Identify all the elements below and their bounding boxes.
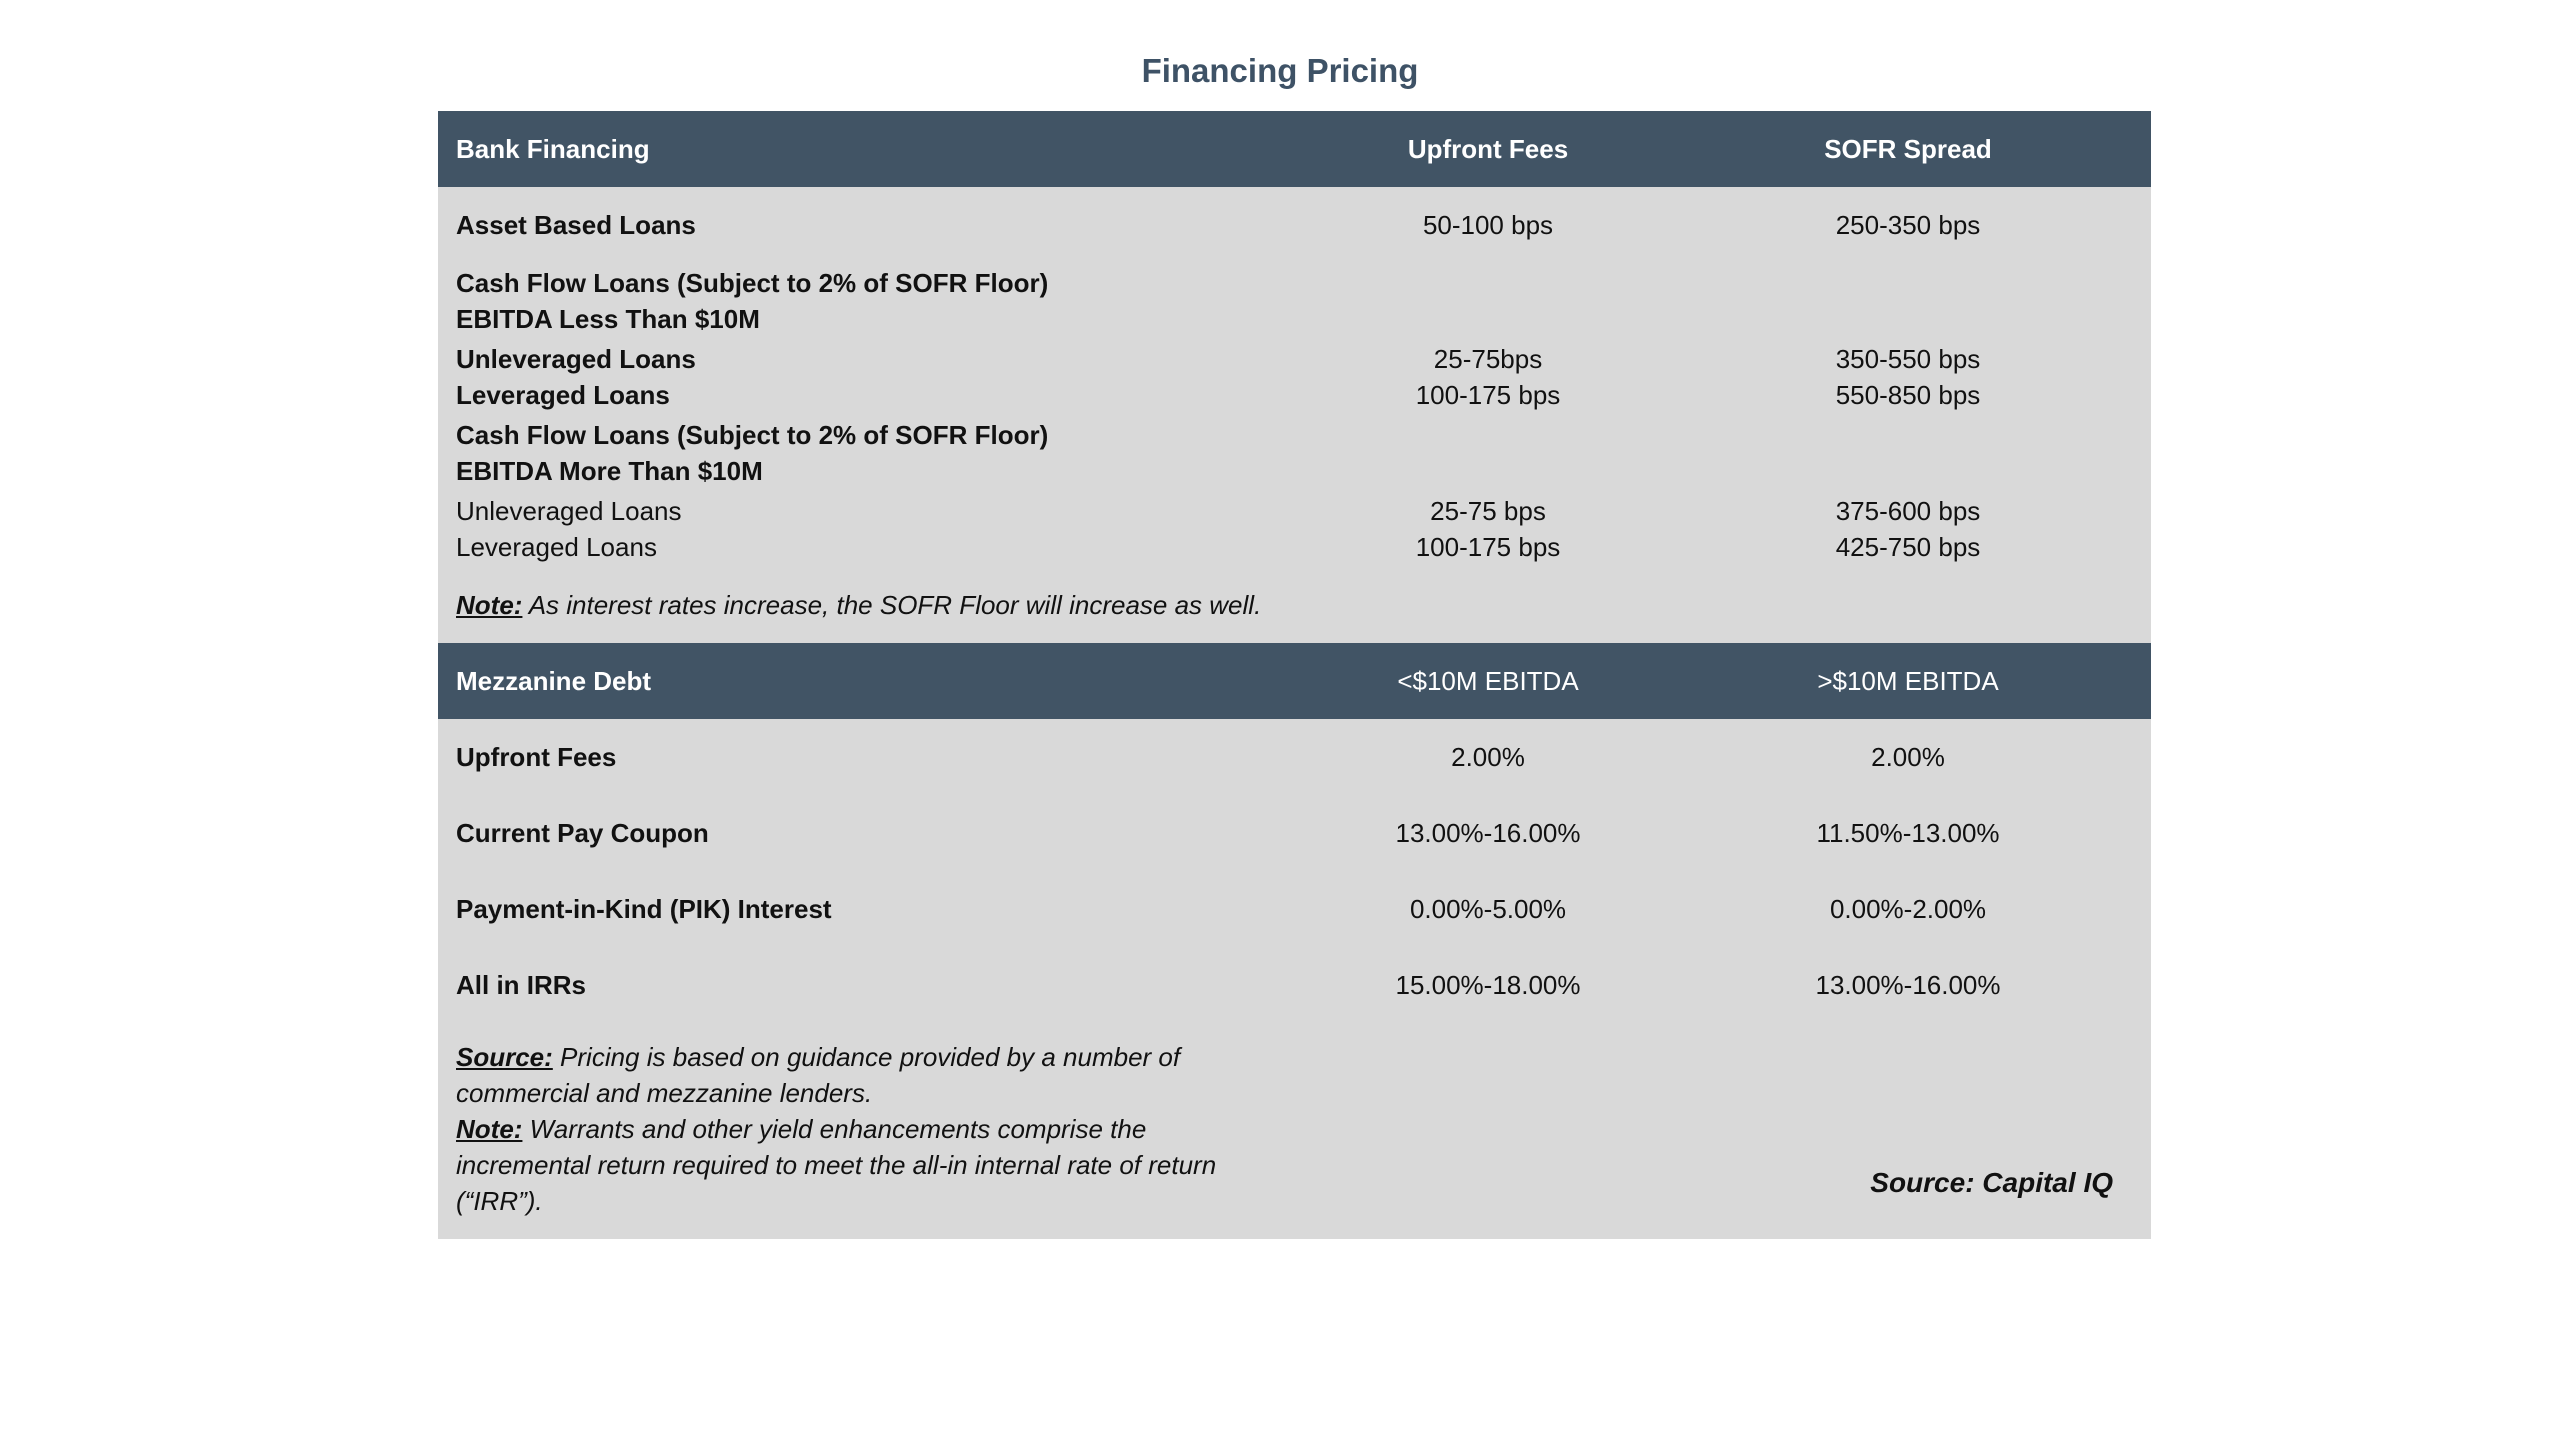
row-label: Payment-in-Kind (PIK) Interest	[456, 894, 832, 924]
mezzanine-debt-header	[438, 643, 2151, 719]
header-over-10m-ebitda: >$10M EBITDA	[1817, 666, 1999, 696]
footer-notes	[456, 1039, 1276, 1219]
row-label	[456, 415, 1456, 491]
table-row	[438, 795, 2151, 871]
row-spread-line: 375-600 bps	[1835, 496, 1981, 526]
row-label: Current Pay Coupon	[456, 818, 709, 848]
row-value-under: 13.00%-16.00%	[1395, 818, 1581, 848]
row-label-line: Unleveraged Loans	[456, 344, 696, 374]
row-spread: 250-350 bps	[1835, 210, 1981, 240]
row-label-line: Leveraged Loans	[456, 532, 657, 562]
note-label: Note:	[456, 590, 523, 620]
row-label-line: EBITDA More Than $10M	[456, 456, 763, 486]
row-fees-line: 100-175 bps	[1415, 532, 1561, 562]
row-label: All in IRRs	[456, 970, 587, 1000]
row-fees: 50-100 bps	[1422, 210, 1554, 240]
note-label: Note:	[456, 1114, 523, 1144]
row-value-over: 11.50%-13.00%	[1816, 818, 2000, 848]
row-label: Upfront Fees	[456, 742, 617, 772]
financing-pricing-table	[438, 111, 2151, 1239]
row-spread	[1678, 491, 2138, 567]
table-row	[438, 947, 2151, 1023]
header-mezzanine-debt: Mezzanine Debt	[456, 666, 652, 696]
row-value-over: 13.00%-16.00%	[1815, 970, 2001, 1000]
row-label	[456, 263, 1456, 339]
row-label-line: Cash Flow Loans (Subject to 2% of SOFR Floor)	[456, 420, 1049, 450]
table-row	[438, 415, 2151, 491]
row-value-over: 2.00%	[1871, 742, 1945, 772]
table-row	[438, 871, 2151, 947]
row-label: Asset Based Loans	[456, 210, 696, 240]
source-text: Pricing is based on guidance provided by a number of commercial and mezzanine lenders.	[456, 1042, 1181, 1108]
table-row	[438, 187, 2151, 263]
table-row	[438, 339, 2151, 415]
row-value-under: 15.00%-18.00%	[1395, 970, 1581, 1000]
sofr-note	[456, 567, 1456, 643]
row-fees-line: 25-75bps	[1433, 344, 1543, 374]
row-spread	[1678, 339, 2138, 415]
source-capital-iq: Source: Capital IQ	[1870, 1167, 2113, 1198]
row-fees	[1258, 339, 1718, 415]
row-fees-line: 100-175 bps	[1415, 380, 1561, 410]
row-fees-line: 25-75 bps	[1430, 496, 1546, 526]
table-row	[438, 719, 2151, 795]
header-bank-financing: Bank Financing	[456, 134, 650, 164]
row-label-line: EBITDA Less Than $10M	[456, 304, 760, 334]
table-footer	[438, 1023, 2151, 1239]
row-spread-line: 350-550 bps	[1835, 344, 1981, 374]
header-sofr-spread: SOFR Spread	[1824, 134, 1992, 164]
row-value-under: 0.00%-5.00%	[1409, 894, 1567, 924]
row-spread-line: 550-850 bps	[1835, 380, 1981, 410]
header-upfront-fees: Upfront Fees	[1407, 134, 1569, 164]
row-label-line: Leveraged Loans	[456, 380, 670, 410]
table-row	[438, 491, 2151, 567]
row-label-line: Cash Flow Loans (Subject to 2% of SOFR Floor)	[456, 268, 1049, 298]
bank-financing-header	[438, 111, 2151, 187]
table-row	[438, 263, 2151, 339]
source-label: Source:	[456, 1042, 553, 1072]
row-fees	[1258, 491, 1718, 567]
row-value-over: 0.00%-2.00%	[1829, 894, 1987, 924]
row-spread-line: 425-750 bps	[1835, 532, 1981, 562]
note-text: Warrants and other yield enhancements comprise the incremental return required to meet the all-in internal rate of return (“IRR”).	[456, 1114, 1217, 1216]
table-row-note	[438, 567, 2151, 643]
header-under-10m-ebitda: <$10M EBITDA	[1397, 666, 1579, 696]
row-value-under: 2.00%	[1451, 742, 1525, 772]
page-title: Financing Pricing	[1141, 52, 1419, 89]
note-text: As interest rates increase, the SOFR Floor will increase as well.	[522, 590, 1262, 620]
row-label-line: Unleveraged Loans	[456, 496, 682, 526]
